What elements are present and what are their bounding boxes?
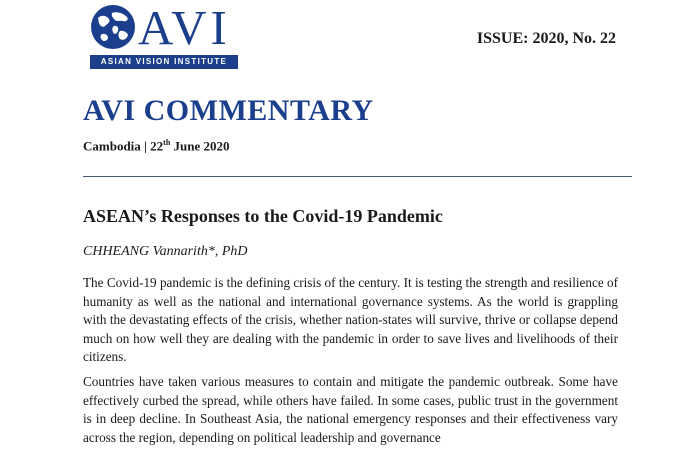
issue-number: ISSUE: 2020, No. 22 bbox=[476, 30, 616, 47]
dateline bbox=[83, 138, 230, 154]
logo-subtitle: ASIAN VISION INSTITUTE bbox=[90, 55, 238, 69]
globe-icon bbox=[90, 4, 136, 50]
article-title: ASEAN’s Responses to the Covid-19 Pandemic bbox=[83, 206, 443, 226]
section-title: AVI COMMENTARY bbox=[83, 94, 374, 127]
paragraph: Countries have taken various measures to contain and mitigate the pandemic outbreak. Some have effectively curbed the spread, while others have failed. In some cases, public trust in the government is in deep decline. In Southeast Asia, the national emergency responses and their effectiveness vary across the region, depending on political leadership and governance bbox=[83, 374, 618, 445]
dateline-ordinal: th bbox=[163, 138, 171, 147]
dateline-location: Cambodia | 22 bbox=[83, 138, 164, 154]
divider bbox=[83, 176, 632, 177]
logo-wordmark: AVI bbox=[138, 0, 231, 55]
author-byline: CHHEANG Vannarith*, PhD bbox=[83, 244, 248, 259]
dateline-date: June 2020 bbox=[170, 138, 230, 154]
paragraph: The Covid-19 pandemic is the defining crisis of the century. It is testing the strength and resilience of humanity as well as the national and international governance systems. As the world is grappling with the devastating effects of the crisis, whether nation-states will survive, thrive or collapse depend much on how well they are dealing with the pandemic in order to save lives and livelihoods of their citizens. bbox=[83, 275, 618, 364]
avi-logo bbox=[90, 0, 242, 72]
